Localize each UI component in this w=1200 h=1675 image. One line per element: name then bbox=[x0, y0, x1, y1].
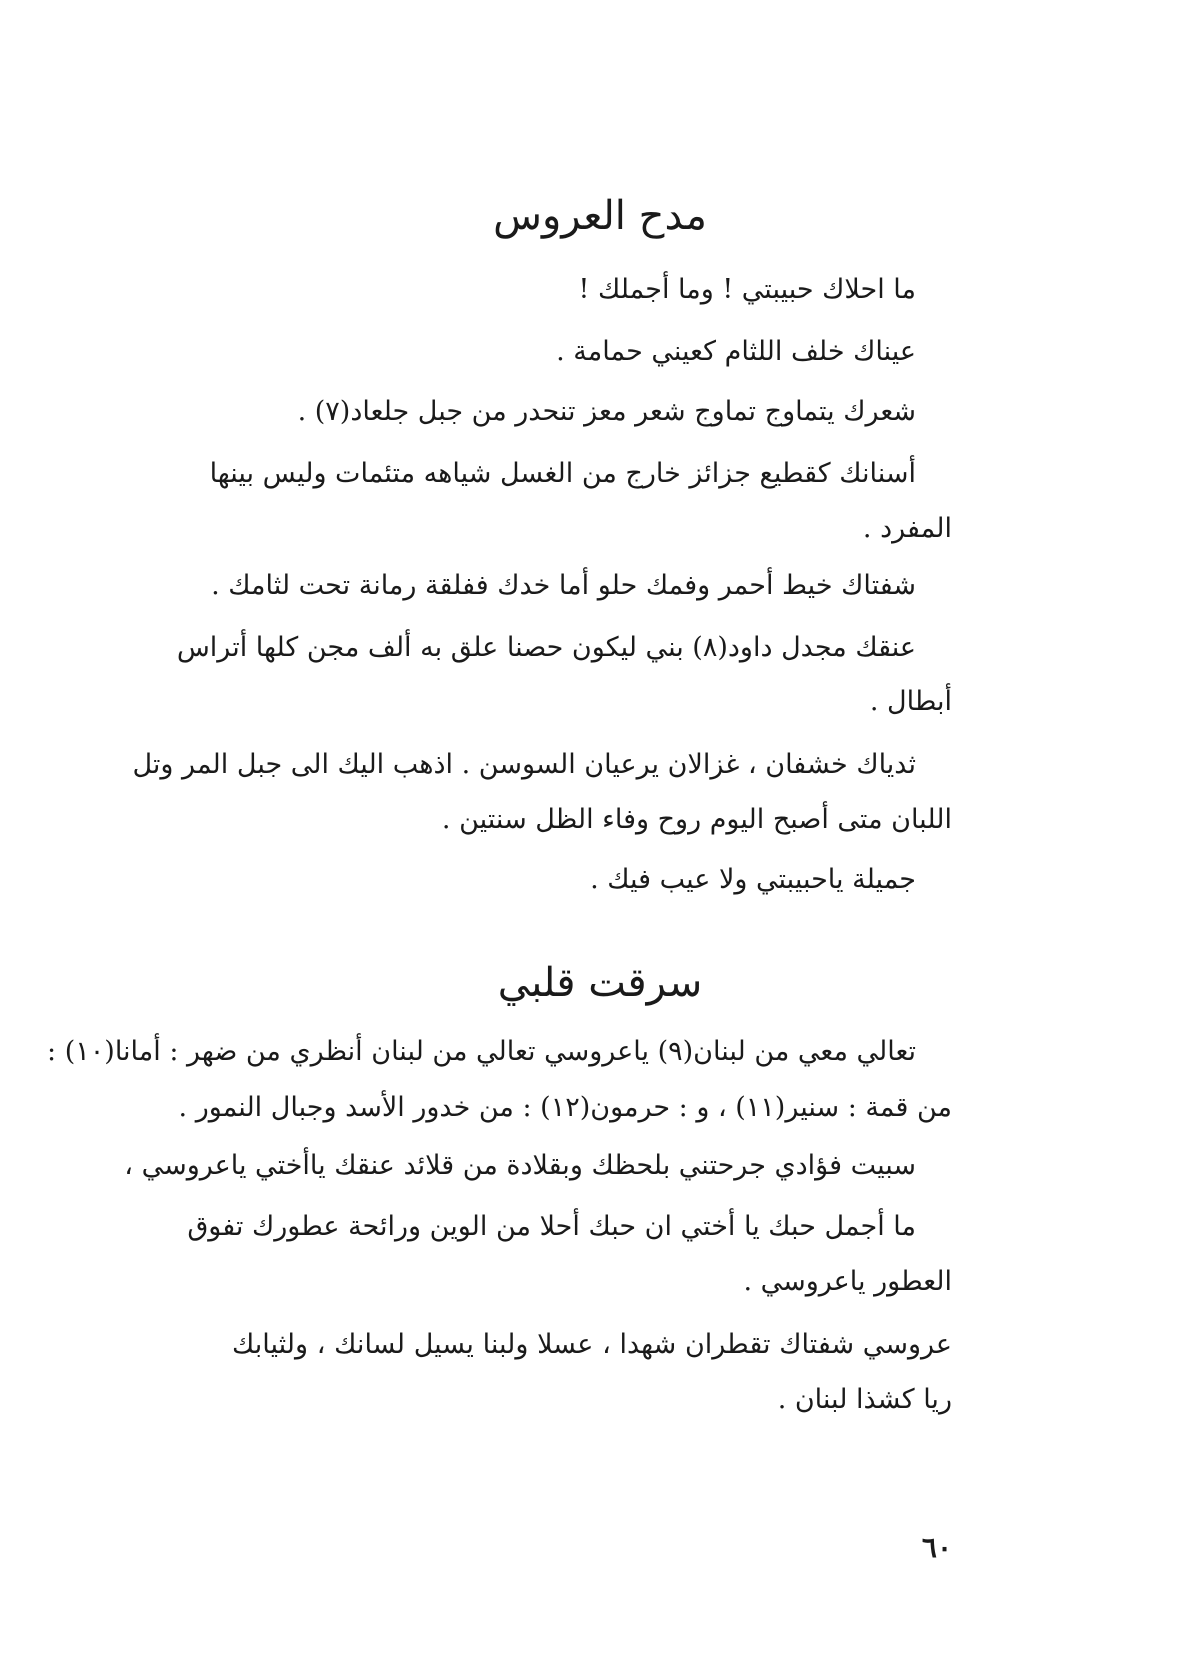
verse-line: ما أجمل حبك يا أختي ان حبك أحلا من الوين ورائحة عطورك تفوق bbox=[187, 1211, 916, 1242]
verse-line: ريا كشذا لبنان . bbox=[777, 1384, 952, 1415]
verse-line: ثدياك خشفان ، غزالان يرعيان السوسن . اذهب اليك الى جبل المر وتل bbox=[132, 749, 916, 780]
verse-line: تعالي معي من لبنان(٩) ياعروسي تعالي من لبنان أنظري من ضهر : أمانا(١٠) : bbox=[47, 1036, 916, 1067]
verse-line: العطور ياعروسي . bbox=[743, 1266, 952, 1297]
page-number: ٦٠ bbox=[921, 1531, 952, 1564]
verse-line: اللبان متى أصبح اليوم روح وفاء الظل سنتين . bbox=[441, 804, 952, 835]
section-title-stolen-heart: سرقت قلبي bbox=[497, 960, 703, 1006]
verse-line: من قمة : سنير(١١) ، و : حرمون(١٢) : من خدور الأسد وجبال النمور . bbox=[178, 1092, 952, 1123]
verse-line: عيناك خلف اللثام كعيني حمامة . bbox=[556, 336, 916, 367]
verse-line: أبطال . bbox=[869, 686, 952, 717]
verse-line: ما احلاك حبيبتي ! وما أجملك ! bbox=[578, 274, 916, 305]
verse-line: سبيت فؤادي جرحتني بلحظك وبقلادة من قلائد عنقك ياأختي ياعروسي ، bbox=[124, 1150, 916, 1181]
verse-line: شعرك يتماوج تماوج شعر معز تنحدر من جبل جلعاد(٧) . bbox=[297, 396, 916, 427]
section-title-bride-praise: مدح العروس bbox=[493, 193, 707, 239]
verse-line: أسنانك كقطيع جزائز خارج من الغسل شياهه متئمات وليس بينها bbox=[209, 458, 916, 489]
verse-line: المفرد . bbox=[862, 513, 952, 544]
verse-line: عنقك مجدل داود(٨) بني ليكون حصنا علق به ألف مجن كلها أتراس bbox=[176, 632, 916, 663]
verse-line: جميلة ياحبيبتي ولا عيب فيك . bbox=[590, 864, 916, 895]
verse-line: عروسي شفتاك تقطران شهدا ، عسلا ولبنا يسيل لسانك ، ولثيابك bbox=[232, 1329, 952, 1360]
verse-line: شفتاك خيط أحمر وفمك حلو أما خدك ففلقة رمانة تحت لثامك . bbox=[211, 570, 916, 601]
